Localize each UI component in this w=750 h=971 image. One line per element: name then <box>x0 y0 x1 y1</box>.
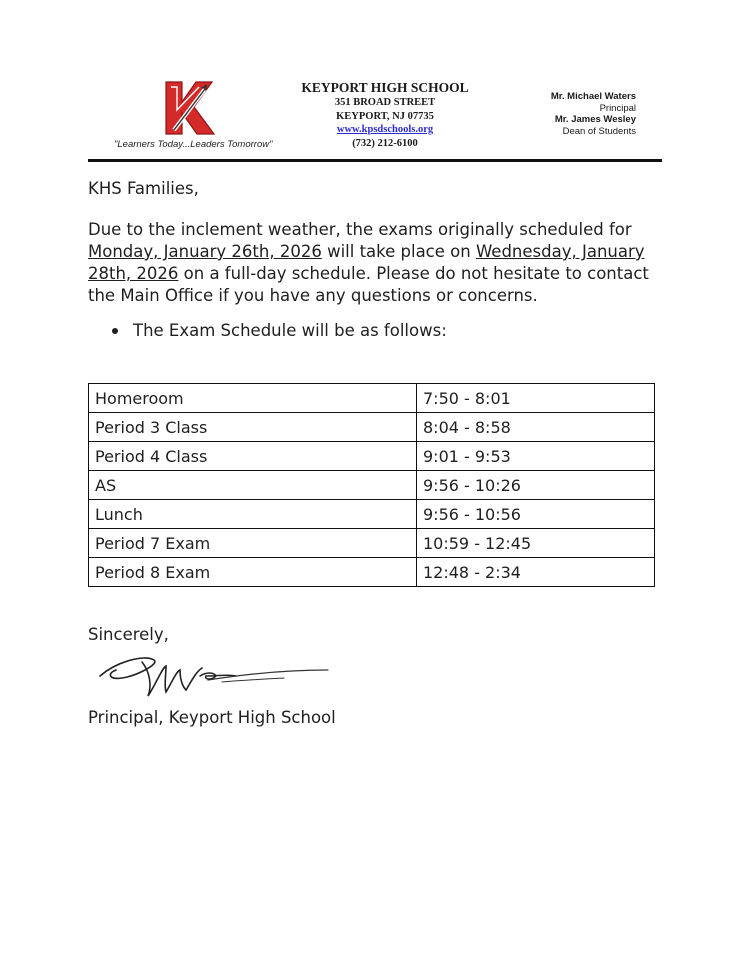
period-label: Period 4 Class <box>89 442 417 471</box>
table-row <box>89 500 655 529</box>
period-time: 10:59 - 12:45 <box>417 529 655 558</box>
table-row <box>89 413 655 442</box>
table-row <box>89 471 655 500</box>
period-label: Period 7 Exam <box>89 529 417 558</box>
table-row <box>89 384 655 413</box>
signature-image <box>96 646 336 702</box>
school-logo <box>164 80 216 136</box>
dean-title: Dean of Students <box>562 125 636 137</box>
school-info <box>292 80 478 150</box>
period-label: Homeroom <box>89 384 417 413</box>
exam-schedule-table <box>88 383 655 587</box>
principal-title: Principal <box>599 102 636 114</box>
address-line-1: 351 BROAD STREET <box>334 97 436 108</box>
period-time: 8:04 - 8:58 <box>417 413 655 442</box>
bullet-text: The Exam Schedule will be as follows: <box>133 321 447 340</box>
period-time: 12:48 - 2:34 <box>417 558 655 587</box>
school-name: KEYPORT HIGH SCHOOL <box>301 80 469 95</box>
dean-name: Mr. James Wesley <box>554 114 636 125</box>
table-row <box>89 558 655 587</box>
period-label: Period 8 Exam <box>89 558 417 587</box>
staff-info <box>551 91 636 137</box>
bullet-dot-icon <box>112 328 118 334</box>
period-time: 9:56 - 10:56 <box>417 500 655 529</box>
period-time: 7:50 - 8:01 <box>417 384 655 413</box>
phone-number: (732) 212-6100 <box>352 137 418 149</box>
original-exam-date: Monday, January 26th, 2026 <box>88 242 322 261</box>
announcement-paragraph <box>88 219 668 307</box>
letterhead-divider <box>88 159 662 162</box>
logo-letter: K <box>164 80 165 81</box>
para-text-1: Due to the inclement weather, the exams originally scheduled for <box>88 220 632 239</box>
period-label: Period 3 Class <box>89 413 417 442</box>
school-tagline: "Learners Today...Leaders Tomorrow" <box>114 139 273 150</box>
table-row <box>89 529 655 558</box>
period-label: Lunch <box>89 500 417 529</box>
signature-title: Principal, Keyport High School <box>88 708 336 727</box>
greeting: KHS Families, <box>88 179 199 198</box>
sign-off: Sincerely, <box>88 625 169 644</box>
period-time: 9:01 - 9:53 <box>417 442 655 471</box>
table-row <box>89 442 655 471</box>
new-exam-date: Wednesday, January 28th, 2026 <box>88 242 645 283</box>
period-time: 9:56 - 10:26 <box>417 471 655 500</box>
period-label: AS <box>89 471 417 500</box>
website-link[interactable]: www.kpsdschools.org <box>336 124 434 135</box>
principal-name: Mr. Michael Waters <box>550 91 636 102</box>
address-line-2: KEYPORT, NJ 07735 <box>336 110 434 122</box>
para-text-3: on a full-day schedule. Please do not hesitate to contact the Main Office if you have any questions or concerns. <box>88 264 649 305</box>
letterhead <box>88 70 662 162</box>
para-text-2: will take place on <box>321 242 476 261</box>
schedule-bullet <box>112 321 447 340</box>
